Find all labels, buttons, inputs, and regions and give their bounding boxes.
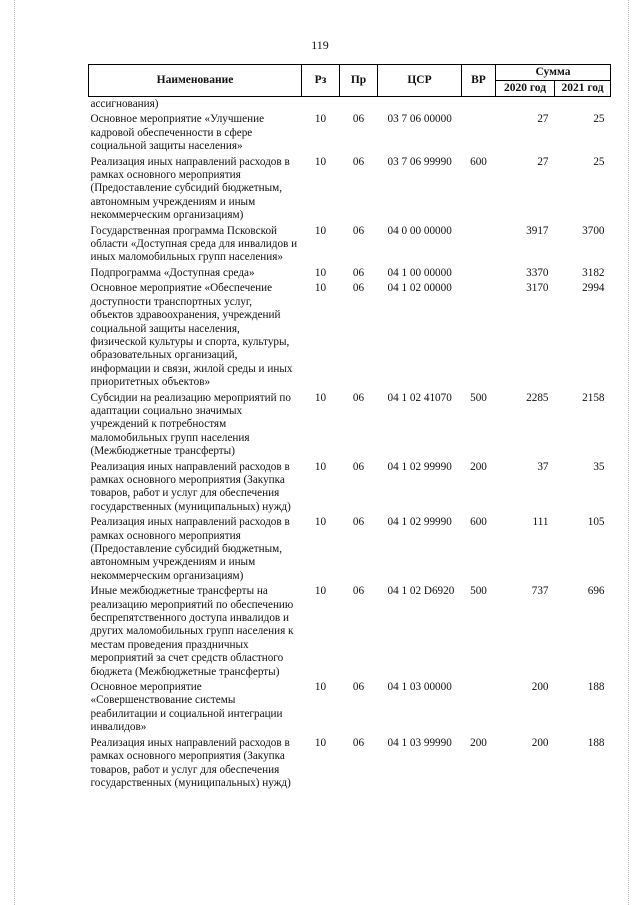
- right-margin-line: [628, 0, 629, 905]
- row-name: Основное мероприятие «Совершенствование системы реабилитации и социальной интеграции инвалидов»: [90, 681, 283, 734]
- header-pr: Пр: [340, 65, 378, 97]
- table-row: [89, 391, 611, 460]
- header-csr: ЦСР: [378, 65, 462, 97]
- row-csr: 04 1 02 00000: [387, 282, 452, 295]
- row-csr: 03 7 06 00000: [387, 113, 452, 126]
- row-sum-2021: 105: [587, 516, 605, 529]
- row-sum-2021: 188: [587, 736, 605, 749]
- table-row: [89, 266, 611, 281]
- row-pr: 06: [352, 460, 365, 473]
- row-vr: [462, 112, 496, 154]
- row-sum-2021: [555, 97, 611, 113]
- row-rz: 10: [314, 282, 327, 295]
- row-name: Реализация иных направлений расходов в рамках основного мероприятия (Предоставление субсидий бюджетным, автономным учреждениям и иным некоммерческим организациям): [90, 516, 290, 582]
- row-name: Реализация иных направлений расходов в рамках основного мероприятия (Предоставление субсидий бюджетным, автономным учреждениям и иным некоммерческим организациям): [90, 155, 290, 222]
- table-row: [89, 460, 611, 516]
- row-vr: [462, 224, 496, 266]
- row-vr: 500: [470, 585, 487, 598]
- row-vr: 600: [470, 516, 487, 529]
- row-sum-2020: 27: [537, 155, 549, 168]
- row-vr: [462, 266, 496, 281]
- row-name: Основное мероприятие «Обеспечение доступности транспортных услуг, объектов здравоохранения, учреждений социальной защиты населения, физической культуры и спорта, культуры, образовательных организаций, информации и связи, жилой среды и иных приоритетных объектов»: [90, 282, 293, 389]
- row-vr: 200: [470, 736, 487, 749]
- row-rz: 10: [314, 585, 327, 598]
- row-csr: 04 1 02 99990: [387, 516, 452, 529]
- left-margin-line: [14, 0, 15, 905]
- row-csr: 04 1 02 99990: [387, 460, 452, 473]
- row-name: Основное мероприятие «Улучшение кадровой обеспеченности в сфере социальной защиты населения»: [90, 113, 265, 153]
- row-csr: 04 1 03 00000: [387, 681, 452, 694]
- row-sum-2021: 2994: [582, 282, 605, 295]
- row-sum-2021: 3700: [582, 224, 605, 237]
- row-pr: 06: [352, 282, 365, 295]
- table-row: [89, 281, 611, 390]
- row-sum-2020: 3170: [526, 282, 549, 295]
- row-csr: 04 1 00 00000: [387, 266, 452, 279]
- row-rz: [302, 97, 340, 113]
- row-sum-2020: 27: [537, 113, 549, 126]
- row-csr: 04 1 03 99990: [387, 736, 452, 749]
- row-name: Государственная программа Псковской области «Доступная среда для инвалидов и иных маломобильных групп населения»: [90, 224, 298, 264]
- table-row: [89, 155, 611, 224]
- row-sum-2020: 200: [531, 681, 549, 694]
- row-pr: 06: [352, 585, 365, 598]
- row-sum-2020: 2285: [526, 391, 549, 404]
- row-name: ассигнования): [90, 98, 159, 110]
- row-pr: 06: [352, 391, 365, 404]
- table-row: [89, 112, 611, 154]
- row-rz: 10: [314, 113, 327, 126]
- row-vr: [462, 680, 496, 736]
- row-csr: [378, 97, 462, 113]
- row-name: Субсидии на реализацию мероприятий по адаптации социально значимых учреждений к потребностям маломобильных групп населения (Межбюджетные трансферты): [90, 391, 292, 458]
- row-vr: 600: [470, 155, 487, 168]
- row-sum-2020: 3370: [526, 266, 549, 279]
- row-rz: 10: [314, 516, 327, 529]
- row-csr: 04 1 02 D6920: [387, 585, 455, 598]
- row-sum-2021: 35: [593, 460, 605, 473]
- row-rz: 10: [314, 681, 327, 694]
- row-vr: 500: [470, 391, 487, 404]
- row-sum-2020: 111: [532, 516, 549, 529]
- row-csr: 04 0 00 00000: [387, 224, 452, 237]
- row-pr: 06: [352, 113, 365, 126]
- row-vr: [462, 281, 496, 390]
- header-name: Наименование: [89, 65, 302, 97]
- table-row: [89, 680, 611, 736]
- row-csr: 03 7 06 99990: [387, 155, 452, 168]
- row-name: Подпрограмма «Доступная среда»: [90, 266, 255, 279]
- table-body: [89, 97, 611, 792]
- table-row: [89, 224, 611, 266]
- row-sum-2020: [496, 97, 555, 113]
- table-row: [89, 97, 611, 113]
- row-pr: [340, 97, 378, 113]
- row-rz: 10: [314, 391, 327, 404]
- row-sum-2020: 737: [531, 585, 549, 598]
- row-csr: 04 1 02 41070: [387, 391, 452, 404]
- row-rz: 10: [314, 224, 327, 237]
- row-pr: 06: [352, 736, 365, 749]
- row-pr: 06: [352, 266, 365, 279]
- row-pr: 06: [352, 681, 365, 694]
- header-rz: Рз: [302, 65, 340, 97]
- row-sum-2021: 25: [593, 155, 605, 168]
- row-sum-2021: 25: [593, 113, 605, 126]
- budget-table: [88, 64, 611, 791]
- header-vr: ВР: [462, 65, 496, 97]
- row-pr: 06: [352, 224, 365, 237]
- row-pr: 06: [352, 155, 365, 168]
- table-header: [89, 65, 611, 97]
- row-name: Реализация иных направлений расходов в рамках основного мероприятия (Закупка товаров, работ и услуг для обеспечения государственных (муниципальных) нужд): [90, 460, 291, 513]
- row-rz: 10: [314, 460, 327, 473]
- row-vr: 200: [470, 460, 487, 473]
- row-sum-2020: 200: [531, 736, 549, 749]
- row-sum-2021: 3182: [582, 266, 605, 279]
- row-sum-2020: 3917: [526, 224, 549, 237]
- row-sum-2020: 37: [537, 460, 549, 473]
- row-pr: 06: [352, 516, 365, 529]
- row-name: Иные межбюджетные трансферты на реализацию мероприятий по обеспечению беспрепятственного доступа инвалидов и других маломобильных групп населения к местам проведения праздничных мероприятий за счет средств областного бюджета (Межбюджетные трансферты): [90, 585, 294, 678]
- row-rz: 10: [314, 736, 327, 749]
- row-name: Реализация иных направлений расходов в рамках основного мероприятия (Закупка товаров, работ и услуг для обеспечения государственных (муниципальных) нужд): [90, 736, 291, 789]
- table-row: [89, 515, 611, 584]
- row-sum-2021: 2158: [582, 391, 605, 404]
- table-row: [89, 584, 611, 680]
- header-year-2020: 2020 год: [496, 81, 555, 97]
- row-sum-2021: 696: [587, 585, 605, 598]
- header-sum: Сумма: [496, 65, 611, 81]
- row-rz: 10: [314, 155, 327, 168]
- row-vr: [462, 97, 496, 113]
- table-row: [89, 736, 611, 792]
- header-year-2021: 2021 год: [555, 81, 611, 97]
- page-number: 119: [311, 38, 329, 52]
- row-sum-2021: 188: [587, 681, 605, 694]
- row-rz: 10: [314, 266, 327, 279]
